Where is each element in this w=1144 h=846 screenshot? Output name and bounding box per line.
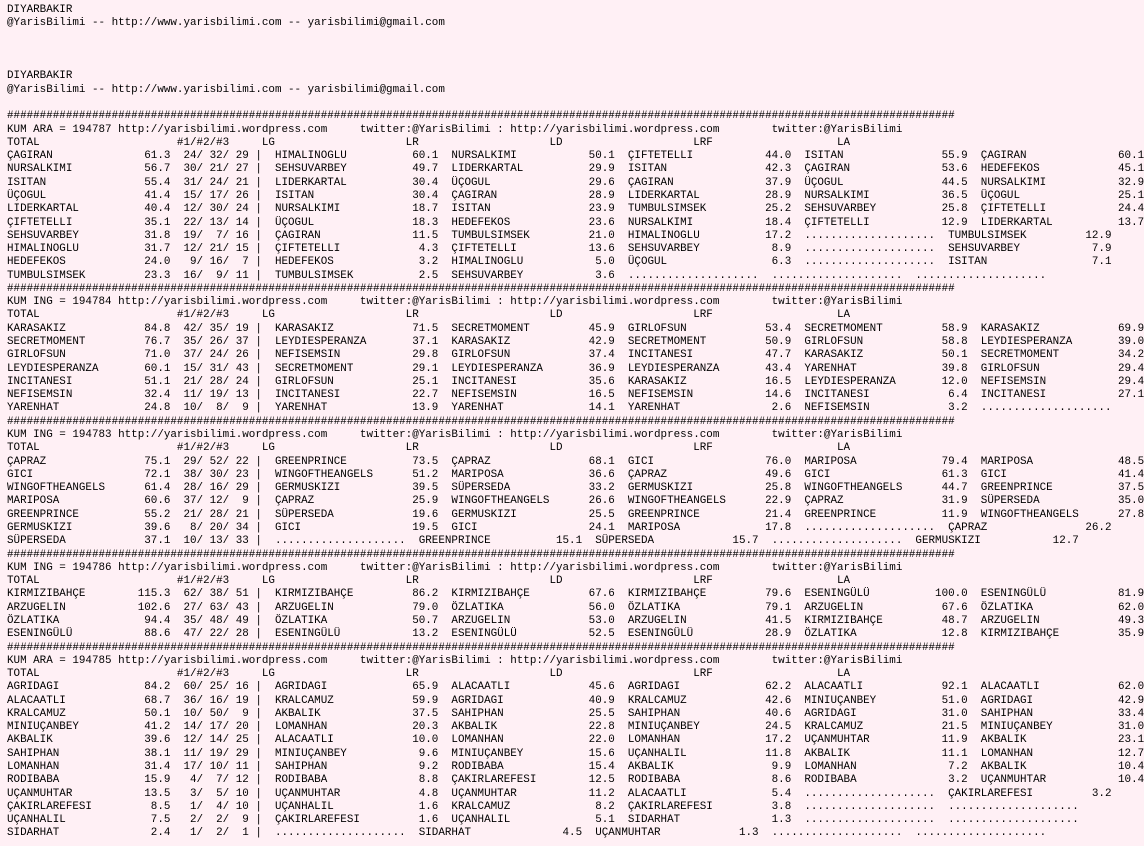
text-line: ISITAN 55.4 31/ 24/ 21 | LIDERKARTAL 30.4 ÜÇOGUL 29.6 ÇAGIRAN 37.9 ÜÇOGUL 44.5 NURSALKIMI 32.9	[7, 176, 1144, 189]
text-line: TUMBULSIMSEK 23.3 16/ 9/ 11 | TUMBULSIMSEK 2.5 SEHSUVARBEY 3.6 .................... .................... ....................	[7, 269, 1047, 282]
race-header-line: KUM ING = 194783 http://yarisbilimi.wordpress.com twitter:@YarisBilimi : http://yarisbilimi.wordpress.com twitter:@YarisBilimi	[7, 429, 903, 441]
text-line: ÇIFTETELLI 35.1 22/ 13/ 14 | ÜÇOGUL 18.3 HEDEFEKOS 23.6 NURSALKIMI 18.4 ÇIFTETELLI 12.9 LIDERKARTAL 13.7	[7, 216, 1144, 229]
race-header-line: KUM ING = 194786 http://yarisbilimi.wordpress.com twitter:@YarisBilimi : http://yarisbilimi.wordpress.com twitter:@YarisBilimi	[7, 561, 903, 574]
text-line: LEYDIESPERANZA 60.1 15/ 31/ 43 | SECRETMOMENT 29.1 LEYDIESPERANZA 36.9 LEYDIESPERANZA 43.4 YARENHAT 39.8 GIRLOFSUN 29.4	[7, 362, 1144, 375]
text-line: ALACAATLI 68.7 36/ 16/ 19 | KRALCAMUZ 59.9 AGRIDAGI 40.9 KRALCAMUZ 42.6 MINIUÇANBEY 51.0 AGRIDAGI 42.9	[7, 694, 1144, 707]
text-line: AGRIDAGI 84.2 60/ 25/ 16 | AGRIDAGI 65.9 ALACAATLI 45.6 AGRIDAGI 62.2 ALACAATLI 92.1 ALACAATLI 62.0	[7, 681, 1144, 694]
text-line: ÇAPRAZ 75.1 29/ 52/ 22 | GREENPRINCE 73.5 ÇAPRAZ 68.1 GICI 76.0 MARIPOSA 79.4 MARIPOSA 48.5	[7, 455, 1144, 468]
text-line: MARIPOSA 60.6 37/ 12/ 9 | ÇAPRAZ 25.9 WINGOFTHEANGELS 26.6 WINGOFTHEANGELS 22.9 ÇAPRAZ 31.9 SÜPERSEDA 35.0	[7, 495, 1144, 508]
text-line: UÇANMUHTAR 13.5 3/ 5/ 10 | UÇANMUHTAR 4.8 UÇANMUHTAR 11.2 ALACAATLI 5.4 .................... ÇAKIRLAREFESI 3.2	[7, 787, 1112, 800]
text-line: GIRLOFSUN 71.0 37/ 24/ 26 | NEFISEMSIN 29.8 GIRLOFSUN 37.4 INCITANESI 47.7 KARASAKIZ 50.1 SECRETMOMENT 34.2	[7, 349, 1144, 362]
text-line: ESENINGÜLÜ 88.6 47/ 22/ 28 | ESENINGÜLÜ 13.2 ESENINGÜLÜ 52.5 ESENINGÜLÜ 28.9 ÖZLATIKA 12.8 KIRMIZIBAHÇE 35.9	[7, 628, 1144, 641]
text-line: GICI 72.1 38/ 30/ 23 | WINGOFTHEANGELS 51.2 MARIPOSA 36.6 ÇAPRAZ 49.6 GICI 61.3 GICI 41.4	[7, 468, 1144, 481]
text-line: NEFISEMSIN 32.4 11/ 19/ 13 | INCITANESI 22.7 NEFISEMSIN 16.5 NEFISEMSIN 14.6 INCITANESI 6.4 INCITANESI 27.1	[7, 389, 1144, 402]
text-line: SÜPERSEDA 37.1 10/ 13/ 33 | .................... GREENPRINCE 15.1 SÜPERSEDA 15.7 .................... GERMUSKIZI 12.7	[7, 535, 1079, 548]
text-line: YARENHAT 24.8 10/ 8/ 9 | YARENHAT 13.9 YARENHAT 14.1 YARENHAT 2.6 NEFISEMSIN 3.2 ....................	[7, 402, 1112, 415]
text-line: WINGOFTHEANGELS 61.4 28/ 16/ 29 | GERMUSKIZI 39.5 SÜPERSEDA 33.2 GERMUSKIZI 25.8 WINGOFTHEANGELS 44.7 GREENPRINCE 37.5	[7, 482, 1144, 495]
column-header-line: TOTAL #1/#2/#3 LG LR LD LRF LA	[7, 309, 851, 322]
text-line: KRALCAMUZ 50.1 10/ 50/ 9 | AKBALIK 37.5 SAHIPHAN 25.5 SAHIPHAN 40.6 AGRIDAGI 31.0 SAHIPHAN 33.4	[7, 707, 1144, 720]
text-line: ÖZLATIKA 94.4 35/ 48/ 49 | ÖZLATIKA 50.7 ARZUGELIN 53.0 ARZUGELIN 41.5 KIRMIZIBAHÇE 48.7 ARZUGELIN 49.3	[7, 614, 1144, 627]
text-line: RODIBABA 15.9 4/ 7/ 12 | RODIBABA 8.8 ÇAKIRLAREFESI 12.5 RODIBABA 8.6 RODIBABA 3.2 UÇANMUHTAR 10.4	[7, 774, 1144, 787]
race-header-line: KUM ARA = 194785 http://yarisbilimi.wordpress.com twitter:@YarisBilimi : http://yarisbilimi.wordpress.com twitter:@YarisBilimi	[7, 654, 903, 667]
column-header-line: TOTAL #1/#2/#3 LG LR LD LRF LA	[7, 136, 851, 149]
separator-line: #################################################################################################################################################	[7, 282, 955, 295]
text-line: HIMALINOGLU 31.7 12/ 21/ 15 | ÇIFTETELLI 4.3 ÇIFTETELLI 13.6 SEHSUVARBEY 8.9 .................... SEHSUVARBEY 7.9	[7, 243, 1112, 256]
text-line: ÜÇOGUL 41.4 15/ 17/ 26 | ISITAN 30.4 ÇAGIRAN 28.9 LIDERKARTAL 28.9 NURSALKIMI 36.5 ÜÇOGUL 25.1	[7, 189, 1144, 202]
column-header-line: TOTAL #1/#2/#3 LG LR LD LRF LA	[7, 442, 851, 455]
column-header-line: TOTAL #1/#2/#3 LG LR LD LRF LA	[7, 575, 851, 588]
text-line: ÇAKIRLAREFESI 8.5 1/ 4/ 10 | UÇANHALIL 1.6 KRALCAMUZ 8.2 ÇAKIRLAREFESI 3.8 .................... ....................	[7, 800, 1079, 813]
text-line: KIRMIZIBAHÇE 115.3 62/ 38/ 51 | KIRMIZIBAHÇE 86.2 KIRMIZIBAHÇE 67.6 KIRMIZIBAHÇE 79.6 ESENINGÜLÜ 100.0 ESENINGÜLÜ 81.9	[7, 588, 1144, 601]
text-line: LOMANHAN 31.4 17/ 10/ 11 | SAHIPHAN 9.2 RODIBABA 15.4 AKBALIK 9.9 LOMANHAN 7.2 AKBALIK 10.4	[7, 761, 1144, 774]
text-line: INCITANESI 51.1 21/ 28/ 24 | GIRLOFSUN 25.1 INCITANESI 35.6 KARASAKIZ 16.5 LEYDIESPERANZA 12.0 NEFISEMSIN 29.4	[7, 375, 1144, 388]
column-header-line: TOTAL #1/#2/#3 LG LR LD LRF LA	[7, 668, 851, 681]
separator-line: #################################################################################################################################################	[7, 110, 955, 123]
text-line: GREENPRINCE 55.2 21/ 28/ 21 | SÜPERSEDA 19.6 GERMUSKIZI 25.5 GREENPRINCE 21.4 GREENPRINCE 11.9 WINGOFTHEANGELS 27.8	[7, 508, 1144, 521]
separator-line: #################################################################################################################################################	[7, 548, 955, 561]
venue-title-line: DIYARBAKIR	[7, 4, 73, 16]
text-line: UÇANHALIL 7.5 2/ 2/ 9 | ÇAKIRLAREFESI 1.6 UÇANHALIL 5.1 SIDARHAT 1.3 .................... ....................	[7, 814, 1079, 827]
text-line: AKBALIK 39.6 12/ 14/ 25 | ALACAATLI 10.0 LOMANHAN 22.0 LOMANHAN 17.2 UÇANMUHTAR 11.9 AKBALIK 23.1	[7, 734, 1144, 747]
text-line: SAHIPHAN 38.1 11/ 19/ 29 | MINIUÇANBEY 9.6 MINIUÇANBEY 15.6 UÇANHALIL 11.8 AKBALIK 11.1 LOMANHAN 12.7	[7, 747, 1144, 760]
text-line: SEHSUVARBEY 31.8 19/ 7/ 16 | ÇAGIRAN 11.5 TUMBULSIMSEK 21.0 HIMALINOGLU 17.2 .................... TUMBULSIMSEK 12.9	[7, 229, 1112, 242]
race-header-line: KUM ING = 194784 http://yarisbilimi.wordpress.com twitter:@YarisBilimi : http://yarisbilimi.wordpress.com twitter:@YarisBilimi	[7, 296, 903, 309]
text-line: SIDARHAT 2.4 1/ 2/ 1 | .................... SIDARHAT 4.5 UÇANMUHTAR 1.3 .................... ....................	[7, 827, 1047, 840]
text-line: NURSALKIMI 56.7 30/ 21/ 27 | SEHSUVARBEY 49.7 LIDERKARTAL 29.9 ISITAN 42.3 ÇAGIRAN 53.6 HEDEFEKOS 45.1	[7, 163, 1144, 176]
text-line: KARASAKIZ 84.8 42/ 35/ 19 | KARASAKIZ 71.5 SECRETMOMENT 45.9 GIRLOFSUN 53.4 SECRETMOMENT 58.9 KARASAKIZ 69.9	[7, 322, 1144, 335]
venue-title-line: DIYARBAKIR	[7, 70, 73, 83]
text-line: GERMUSKIZI 39.6 8/ 20/ 34 | GICI 19.5 GICI 24.1 MARIPOSA 17.8 .................... ÇAPRAZ 26.2	[7, 521, 1112, 534]
text-line: ÇAGIRAN 61.3 24/ 32/ 29 | HIMALINOGLU 60.1 NURSALKIMI 50.1 ÇIFTETELLI 44.0 ISITAN 55.9 ÇAGIRAN 60.1	[7, 150, 1144, 163]
separator-line: #################################################################################################################################################	[7, 415, 955, 428]
text-line: HEDEFEKOS 24.0 9/ 16/ 7 | HEDEFEKOS 3.2 HIMALINOGLU 5.0 ÜÇOGUL 6.3 .................... ISITAN 7.1	[7, 256, 1112, 269]
race-header-line: KUM ARA = 194787 http://yarisbilimi.wordpress.com twitter:@YarisBilimi : http://yarisbilimi.wordpress.com twitter:@YarisBilimi	[7, 123, 903, 136]
text-line: MINIUÇANBEY 41.2 14/ 17/ 20 | LOMANHAN 20.3 AKBALIK 22.8 MINIUÇANBEY 24.5 KRALCAMUZ 21.5 MINIUÇANBEY 31.0	[7, 721, 1144, 734]
text-line: SECRETMOMENT 76.7 35/ 26/ 37 | LEYDIESPERANZA 37.1 KARASAKIZ 42.9 SECRETMOMENT 50.9 GIRLOFSUN 58.8 LEYDIESPERANZA 39.0	[7, 336, 1144, 349]
text-line: ARZUGELIN 102.6 27/ 63/ 43 | ARZUGELIN 79.0 ÖZLATIKA 56.0 ÖZLATIKA 79.1 ARZUGELIN 67.6 ÖZLATIKA 62.0	[7, 601, 1144, 614]
text-line: LIDERKARTAL 40.4 12/ 30/ 24 | NURSALKIMI 18.7 ISITAN 23.9 TUMBULSIMSEK 25.2 SEHSUVARBEY 25.8 ÇIFTETELLI 24.4	[7, 203, 1144, 216]
contact-line: @YarisBilimi -- http://www.yarisbilimi.com -- yarisbilimi@gmail.com	[7, 83, 445, 96]
contact-line: @YarisBilimi -- http://www.yarisbilimi.com -- yarisbilimi@gmail.com	[7, 17, 445, 30]
separator-line: #################################################################################################################################################	[7, 641, 955, 654]
